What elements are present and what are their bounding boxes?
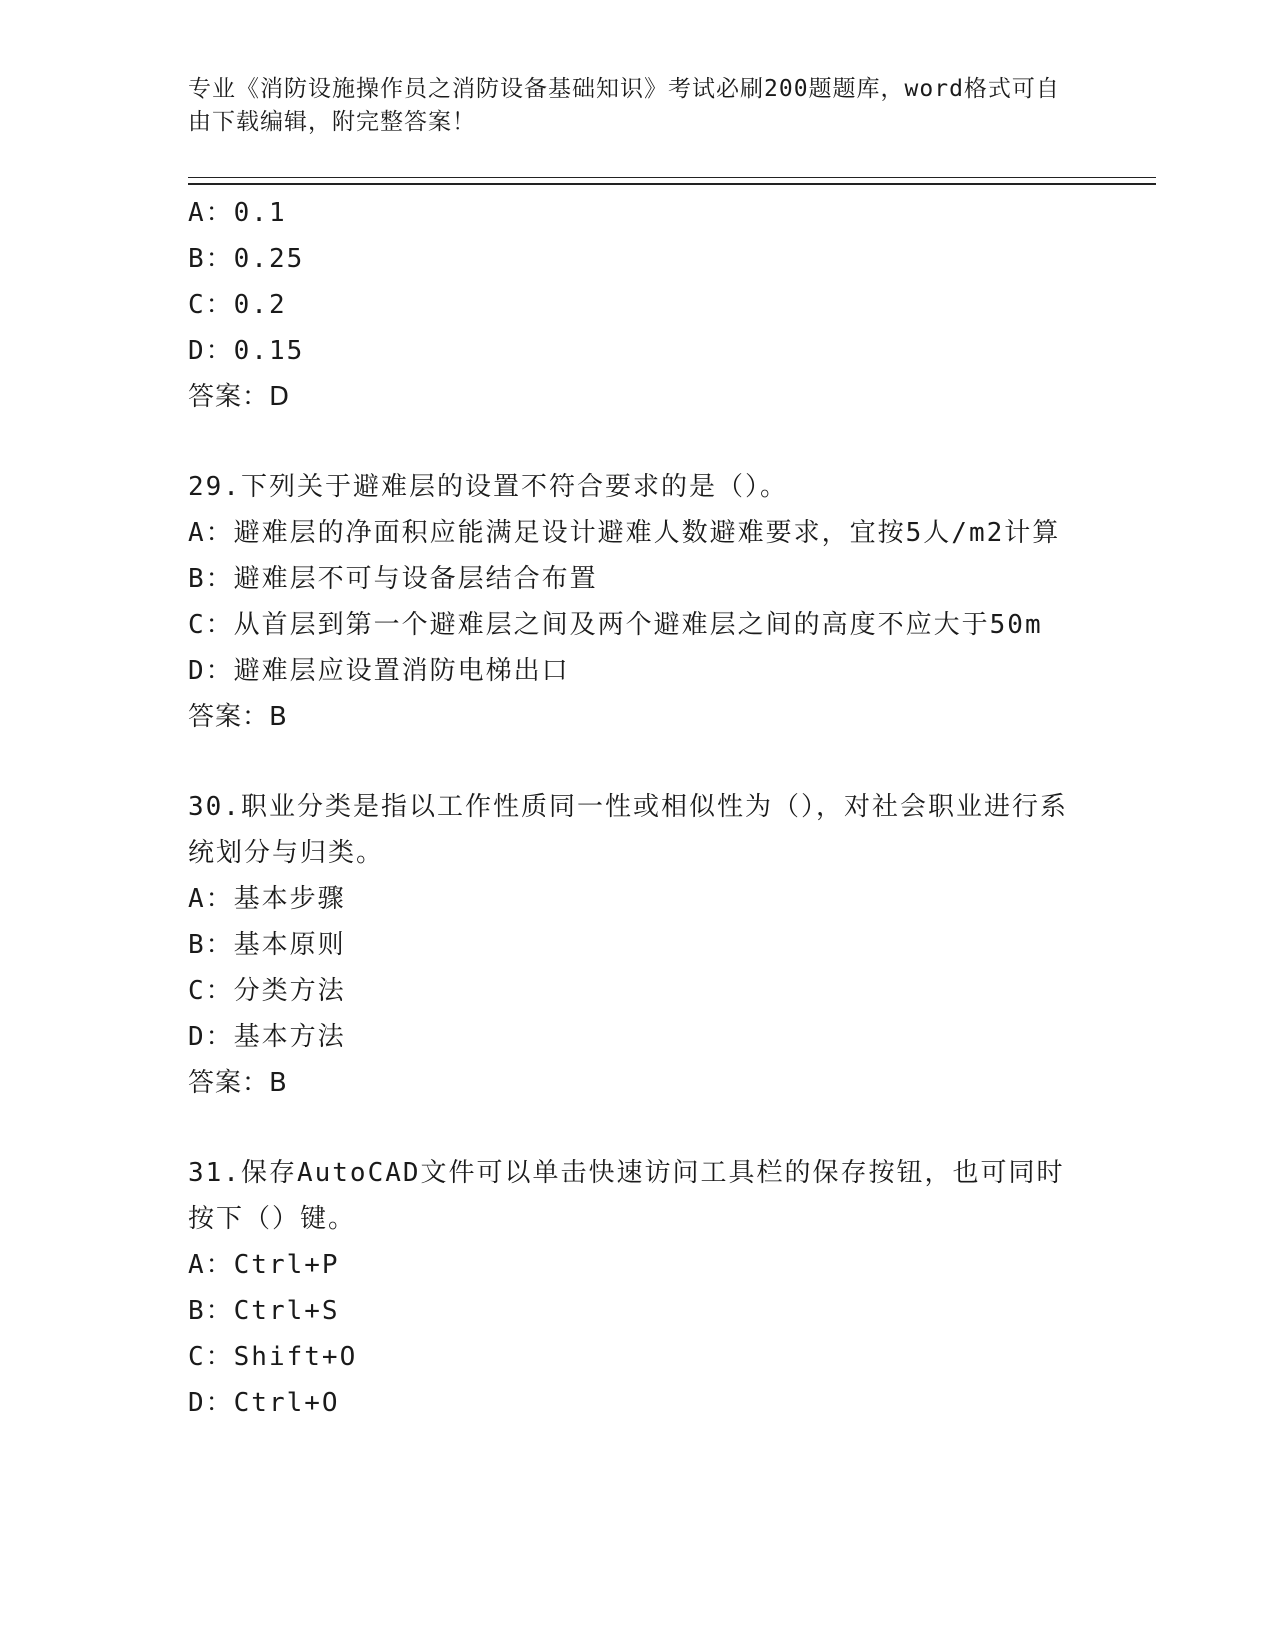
option-b: B：避难层不可与设备层结合布置 — [188, 564, 598, 594]
option-a: A：0.1 — [188, 198, 287, 228]
question-content — [188, 190, 1088, 1426]
question-block-30 — [188, 784, 1088, 1106]
question-text: 29.下列关于避难层的设置不符合要求的是（）。 — [188, 472, 788, 502]
spacer — [188, 740, 1088, 784]
option-b: B：Ctrl+S — [188, 1296, 340, 1326]
option-d: D：避难层应设置消防电梯出口 — [188, 656, 570, 686]
option-a: A：基本步骤 — [188, 884, 346, 914]
option-b: B：0.25 — [188, 244, 305, 274]
option-a: A：避难层的净面积应能满足设计避难人数避难要求，宜按5人/m2计算 — [188, 518, 1061, 548]
question-block-31 — [188, 1150, 1088, 1426]
question-block-29 — [188, 464, 1088, 740]
option-c: C：Shift+O — [188, 1342, 358, 1372]
option-c: C：从首层到第一个避难层之间及两个避难层之间的高度不应大于50m — [188, 610, 1043, 640]
header-divider — [188, 177, 1156, 185]
option-d: D：Ctrl+O — [188, 1388, 340, 1418]
question-text: 31.保存AutoCAD文件可以单击快速访问工具栏的保存按钮，也可同时按下（）键。 — [188, 1158, 1065, 1234]
document-header-title: 专业《消防设施操作员之消防设备基础知识》考试必刷200题题库，word格式可自由下载编辑，附完整答案！ — [188, 76, 1060, 135]
option-b: B：基本原则 — [188, 930, 346, 960]
option-a: A：Ctrl+P — [188, 1250, 340, 1280]
question-block-28 — [188, 190, 1088, 420]
answer-text: 答案：B — [188, 702, 288, 732]
option-d: D：0.15 — [188, 336, 305, 366]
question-text: 30.职业分类是指以工作性质同一性或相似性为（），对社会职业进行系统划分与归类。 — [188, 792, 1068, 868]
option-c: C：0.2 — [188, 290, 287, 320]
spacer — [188, 420, 1088, 464]
answer-text: 答案：B — [188, 1068, 288, 1098]
option-c: C：分类方法 — [188, 976, 346, 1006]
spacer — [188, 1106, 1088, 1150]
option-d: D：基本方法 — [188, 1022, 346, 1052]
answer-text: 答案：D — [188, 382, 291, 412]
